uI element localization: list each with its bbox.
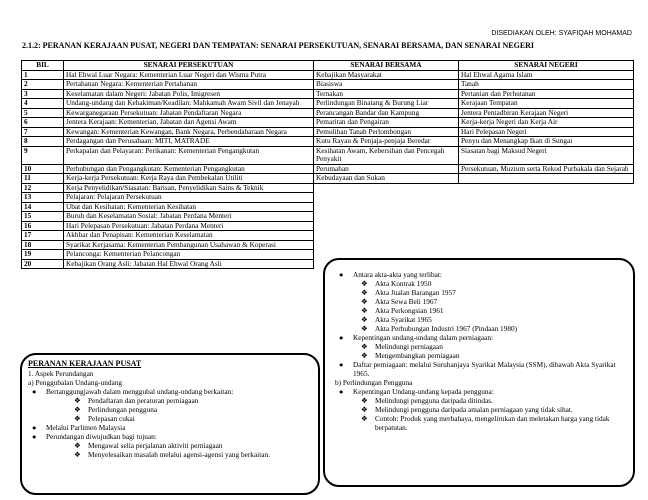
cell-bersama [314,212,459,222]
bullet-icon: ● [32,387,37,396]
diamond-bullet-icon: ❖ [361,405,368,414]
cell-bersama: Pemaritan dan Pengairan [314,118,459,128]
list-item: ❖ Perlindungan pengguna [74,405,158,414]
list-item: ● Antara akta-akta yang terlibat: [339,270,442,279]
header-negeri: SENARAI NEGERI [459,61,634,71]
list-item: ● Kepentingan undang-undang dalam perniagaan: [339,333,494,342]
bullet-icon: ● [32,432,37,441]
header-bil: BIL [22,61,64,71]
bullet-icon: ● [339,387,344,396]
row-bil: 13 [22,193,64,203]
cell-persekutuan: Ubat dan Kesihatan: Kementerian Kesihatan [64,202,314,212]
list-item: ❖ Mengembangkan perniagaan [361,351,460,360]
list-item: ❖ Melindungi perniagaan [361,342,443,351]
row-bil: 14 [22,202,64,212]
cell-bersama: Pemulihan Tanah Perlombongan [314,127,459,137]
cell-negeri [459,231,634,241]
cell-negeri: Persekutuan, Muzium serta Rekod Purbakala dan Sejarah [459,164,634,174]
cell-negeri [459,202,634,212]
diamond-bullet-icon: ❖ [361,396,368,405]
row-bil: 16 [22,221,64,231]
cell-bersama: Perancangan Bandar dan Kampung [314,108,459,118]
list-item: ● Bertanggungjawab dalam menggubal undang-undang berkaitan: [32,387,234,396]
list-item: ❖ Pendaftaran dan peraturan perniagaan [74,396,199,405]
cell-persekutuan: Jentera Kerajaan: Kementerian, Jabatan dan Agensi Awam [64,118,314,128]
act-item: ❖ Akta Perhubungan Industri 1967 (Pindaan 1980) [361,324,518,333]
cell-bersama [314,240,459,250]
diamond-bullet-icon: ❖ [74,396,81,405]
diamond-bullet-icon: ❖ [74,405,81,414]
table-row [22,99,634,109]
list-item: ● Daftar perniagaan: melalui Suruhanjaya Syarikat Malaysia (SSM), dibawah Akta Syarikat 1965. [339,360,616,378]
cell-persekutuan: Pertahanan Negara: Kementerian Pertahanan [64,80,314,90]
cell-negeri: Hal Ehwal Agama Islam [459,70,634,80]
cell-bersama: Ternakan [314,89,459,99]
table-row [22,118,634,128]
row-bil: 15 [22,212,64,222]
list-item: ❖ Pelepasan cukai [74,414,135,423]
list-item: ● Melalui Parlimen Malaysia [32,423,126,432]
header-bersama: SENARAI BERSAMA [314,61,459,71]
cell-bersama: Perlindungan Binatang & Burung Liar [314,99,459,109]
row-bil: 9 [22,146,64,164]
diamond-bullet-icon: ❖ [361,315,368,324]
table-row [22,193,634,203]
cell-persekutuan: Kerja Penyelidikan/Siasatan: Barisan, Penyelidikan Sains & Teknik [64,183,314,193]
cell-persekutuan: Keselamatan dalam Negeri: Jabatan Polis, Imigresen [64,89,314,99]
row-bil: 18 [22,240,64,250]
row-bil: 2 [22,80,64,90]
cell-persekutuan: Kewangan: Kementerian Kewangan, Bank Negara, Perbendaharaan Negara [64,127,314,137]
cell-persekutuan: Hal Ehwal Luar Negara: Kementerian Luar Negeri dan Wisma Putra [64,70,314,80]
diamond-bullet-icon: ❖ [74,414,81,423]
akta-box [323,258,635,487]
box-title: PERANAN KERAJAAN PUSAT [28,359,142,368]
cell-bersama: Kebudayaan dan Sukan [314,174,459,184]
diamond-bullet-icon: ❖ [361,342,368,351]
cell-negeri [459,240,634,250]
cell-persekutuan: Kebajikan Orang Asli: Jabatan Hal Ehwal Orang Asli [64,259,314,269]
cell-bersama [314,193,459,203]
row-bil: 4 [22,99,64,109]
cell-bersama [314,183,459,193]
list-item: ● Kepentingan Undang-undang kepada pengguna: [339,387,494,396]
cell-negeri: Hari Pelepasan Negeri [459,127,634,137]
cell-negeri: Kerja-kerja Negeri dan Kerja Air [459,118,634,128]
diamond-bullet-icon: ❖ [361,324,368,333]
cell-persekutuan: Perkapalan dan Pelayaran: Perikanan: Kementerian Pengangkutan [64,146,314,164]
cell-bersama [314,202,459,212]
cell-persekutuan: Perdagangan dan Perusahaan: MITI, MATRADE [64,137,314,147]
row-bil: 5 [22,108,64,118]
diamond-bullet-icon: ❖ [361,306,368,315]
cell-bersama: Biasiswa [314,80,459,90]
cell-persekutuan: Kewarganegaraan Persekutuan: Jabatan Pendaftaran Negara [64,108,314,118]
act-item: ❖ Akta Perkongsian 1961 [361,306,444,315]
bullet-icon: ● [339,270,344,279]
row-bil: 3 [22,89,64,99]
table-row [22,146,634,164]
cell-persekutuan: Hari Pelepasan Persekutuan: Jabatan Perdana Menteri [64,221,314,231]
cell-negeri: Siasatan bagi Maksud Negeri [459,146,634,164]
cell-negeri: Kerajaan Tempatan [459,99,634,109]
bullet-icon: ● [339,360,344,369]
cell-bersama [314,231,459,241]
diamond-bullet-icon: ❖ [361,351,368,360]
cell-negeri: Jentera Pentadbiran Kerajaan Negeri [459,108,634,118]
cell-persekutuan: Pelanconga: Kementerian Pelancongan [64,250,314,260]
cell-bersama: Kebajikan Masyarakat [314,70,459,80]
peranan-kerajaan-pusat-box [20,353,320,495]
list-item: ❖ Menyelesaikan masalah melalui agensi-agensi yang berkaitan. [74,450,270,459]
cell-negeri [459,221,634,231]
list-item: ● Perundangan diwujudkan bagi tujuan: [32,432,157,441]
table-row [22,212,634,222]
row-bil: 7 [22,127,64,137]
sub-heading: b) Perlindungan Pengguna [335,378,413,387]
author-credit: DISEDIAKAN OLEH: SYAFIQAH MOHAMAD [491,30,632,37]
cell-persekutuan: Undang-undang dan Kehakiman/Keadilan: Mahkamah Awam Sivil dan Jenayah [64,99,314,109]
table-row [22,231,634,241]
bullet-icon: ● [32,423,37,432]
header-persekutuan: SENARAI PERSEKUTUAN [64,61,314,71]
list-item: ❖ Melindungi pengguna daripada amalan perniagaan yang tidak sihat. [361,405,573,414]
cell-negeri: Tanah [459,80,634,90]
act-item: ❖ Akta Sewa Beli 1967 [361,297,438,306]
row-bil: 10 [22,164,64,174]
table-row [22,174,634,184]
cell-persekutuan: Buruh dan Keselamatan Sosial: Jabatan Perdana Menteri [64,212,314,222]
row-bil: 12 [22,183,64,193]
cell-bersama: Kesihatan Awam, Kebersihan dan Pencegah Penyakit [314,146,459,164]
diamond-bullet-icon: ❖ [361,279,368,288]
diamond-bullet-icon: ❖ [361,288,368,297]
cell-negeri [459,183,634,193]
cell-bersama: Perumahan [314,164,459,174]
row-bil: 11 [22,174,64,184]
document-title: 2.1.2: PERANAN KERAJAAN PUSAT, NEGERI DAN TEMPATAN: SENARAI PERSEKUTUAN, SENARAI BERSAMA, DAN SENARAI NEGERI [22,41,535,50]
cell-negeri [459,174,634,184]
cell-negeri: Penyu dan Menangkap Ikan di Sungai [459,137,634,147]
cell-persekutuan: Syarikat Kerjasama: Kementerian Pembangunan Usahawan & Koperasi [64,240,314,250]
act-item: ❖ Akta Kontrak 1950 [361,279,432,288]
cell-negeri [459,193,634,203]
diamond-bullet-icon: ❖ [361,297,368,306]
table-header-row [22,61,634,71]
cell-negeri [459,212,634,222]
act-item: ❖ Akta Jualan Barangan 1957 [361,288,456,297]
row-bil: 1 [22,70,64,80]
diamond-bullet-icon: ❖ [74,450,81,459]
jurisdiction-table [21,60,634,269]
diamond-bullet-icon: ❖ [361,414,368,423]
cell-persekutuan: Akhbar dan Penapisan: Kementerian Keselamatan [64,231,314,241]
aspect-heading: 1. Aspek Perundangan [28,369,94,378]
row-bil: 8 [22,137,64,147]
row-bil: 6 [22,118,64,128]
cell-bersama [314,221,459,231]
act-item: ❖ Akta Syarikat 1965 [361,315,432,324]
list-item: ❖ Mengawal selia perjalanan aktiviti perniagaan [74,441,223,450]
table-row [22,80,634,90]
cell-bersama: Kutu Rayau & Penjaja-penjaja Beredar [314,137,459,147]
row-bil: 17 [22,231,64,241]
cell-persekutuan: Perhubungan dan Pengangkutan: Kementerian Pengangkutan [64,164,314,174]
bullet-icon: ● [339,333,344,342]
sub-heading: a) Penggubalan Undang-undang [28,378,123,387]
table-row [22,137,634,147]
row-bil: 20 [22,259,64,269]
list-item: ❖ Contoh: Produk yang merbahaya, mengelirukan dan meletakan harga yang tidak berpatutan. [361,414,610,432]
diamond-bullet-icon: ❖ [74,441,81,450]
row-bil: 19 [22,250,64,260]
cell-persekutuan: Pelajaran: Pelajaran Persekutuan [64,193,314,203]
cell-persekutuan: Kerja-kerja Persekutuan: Kerja Raya dan Pembekalan Utiliti [64,174,314,184]
list-item: ❖ Melindungi pengguna daripada ditindas. [361,396,493,405]
cell-negeri: Pertanian dan Perhutanan [459,89,634,99]
